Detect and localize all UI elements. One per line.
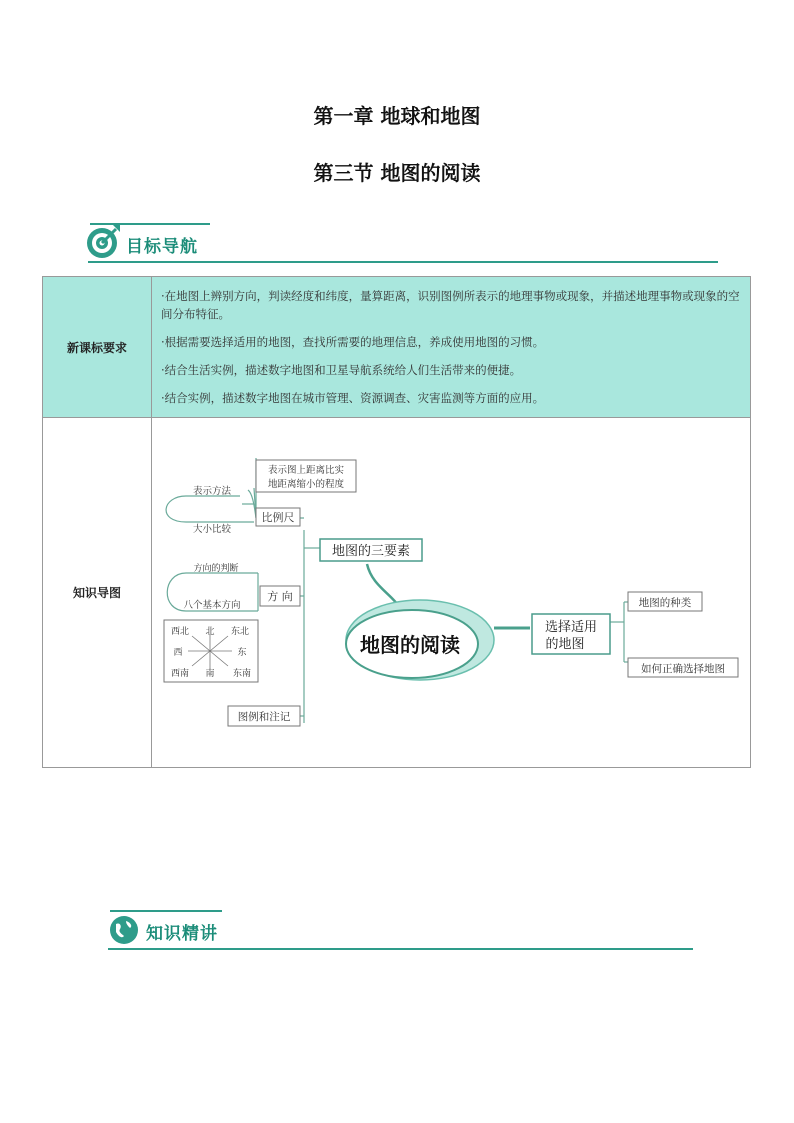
requirement-item: ·结合生活实例，描述数字地图和卫星导航系统给人们生活带来的便捷。 (161, 362, 522, 377)
how-choose-node: 如何正确选择地图 (641, 663, 725, 675)
scale-def-line2: 地距离缩小的程度 (267, 479, 345, 490)
scale-node: 比例尺 (261, 511, 295, 524)
eight-directions: 八个基本方向 (183, 600, 241, 611)
requirement-item: ·根据需要选择适用的地图，查找所需要的地理信息，养成使用地图的习惯。 (161, 334, 545, 349)
requirements-header: 新课标要求 (43, 277, 152, 418)
target-icon (84, 223, 122, 261)
goals-label: 目标导航 (126, 237, 198, 257)
compass-sw: 西南 (170, 669, 190, 679)
compass-e: 东 (237, 648, 247, 658)
three-elements-node: 地图的三要素 (331, 544, 411, 559)
mindmap (152, 418, 750, 767)
compass-nw: 西北 (170, 627, 190, 637)
compass-ne: 东北 (230, 627, 250, 637)
legend-node: 图例和注记 (237, 711, 291, 723)
scale-compare: 大小比较 (192, 524, 232, 535)
compass-n: 北 (205, 627, 215, 637)
knowledge-label: 知识精讲 (146, 924, 218, 944)
table-row (43, 418, 751, 768)
mindmap-cell (152, 418, 751, 768)
choose-line2: 的地图 (545, 637, 585, 652)
compass-w: 西 (173, 648, 183, 658)
map-types-node: 地图的种类 (638, 597, 692, 609)
choose-line1: 选择适用 (544, 620, 598, 635)
globe-icon (108, 914, 142, 948)
requirement-item: ·结合实例，描述数字地图在城市管理、资源调查、灾害监测等方面的应用。 (161, 390, 545, 405)
knowledge-banner (108, 910, 693, 950)
compass-s: 南 (205, 669, 215, 679)
requirements-cell (152, 277, 751, 418)
chapter-title: 第一章 地球和地图 (313, 104, 481, 128)
compass-se: 东南 (232, 669, 252, 679)
direction-judge: 方向的判断 (193, 564, 239, 574)
scale-method: 表示方法 (192, 486, 232, 497)
mindmap-header: 知识导图 (43, 418, 152, 768)
objectives-table (42, 276, 751, 768)
goals-banner (88, 223, 718, 263)
scale-def-line1: 表示图上距离比实 (267, 465, 345, 476)
center-node: 地图的阅读 (360, 633, 460, 657)
direction-node: 方 向 (267, 590, 293, 603)
table-row (43, 277, 751, 418)
section-title: 第三节 地图的阅读 (313, 161, 481, 185)
requirement-item: ·在地图上辨别方向，判读经度和纬度，量算距离，识别图例所表示的地理事物或现象，并描述地理事物或现象的空间分布特征。 (161, 288, 740, 321)
